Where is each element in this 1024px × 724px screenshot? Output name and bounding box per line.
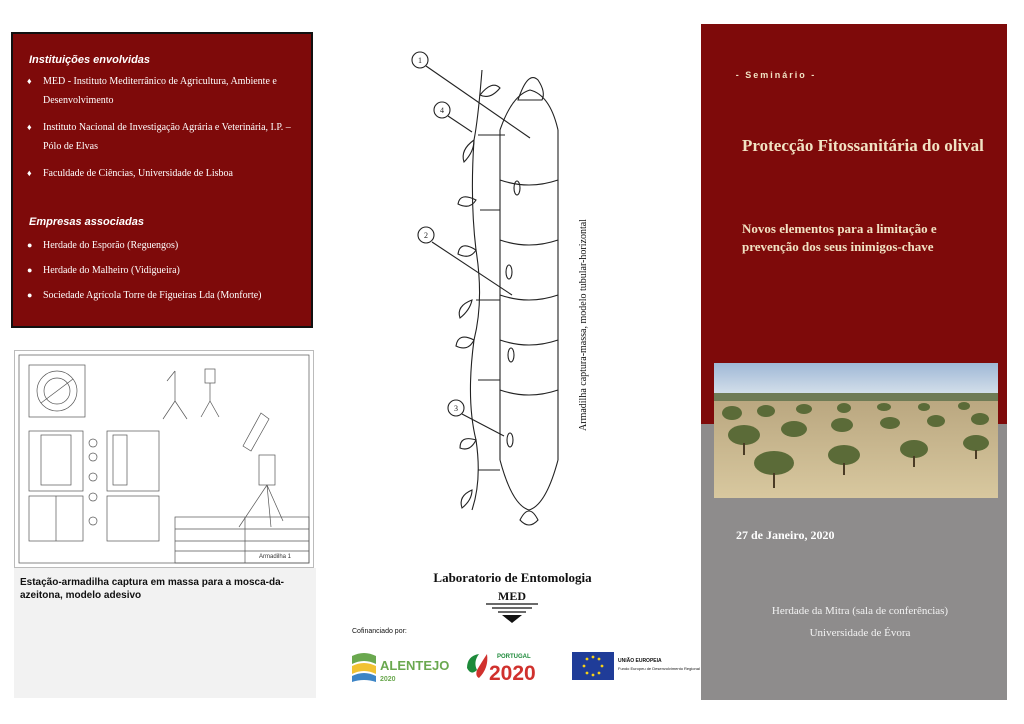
event-venue bbox=[745, 600, 975, 644]
trap-illustration bbox=[400, 40, 620, 530]
cofinanced-label: Cofinanciado por: bbox=[352, 628, 407, 635]
page-title: Protecção Fitossanitária do olival bbox=[742, 136, 984, 155]
company-name: Herdade do Malheiro (Vidigueira) bbox=[43, 265, 180, 276]
institutions-list bbox=[27, 72, 299, 191]
eu-logo bbox=[572, 652, 700, 684]
svg-text:2020: 2020 bbox=[380, 676, 396, 683]
drawing-caption: Estação-armadilha captura em massa para a mosca-da-azeitona, modelo adesivo bbox=[20, 577, 285, 601]
trap-label: Armadilha captura-massa, modelo tubular-horizontal bbox=[578, 219, 589, 431]
callout-label: 3 bbox=[454, 404, 458, 413]
company-name: Herdade do Esporão (Reguengos) bbox=[43, 240, 179, 251]
list-item bbox=[27, 236, 299, 255]
diamond-bullet-icon: ♦ bbox=[27, 168, 32, 178]
institution-name: MED - Instituto Mediterrânico de Agricultura, Ambiente e Desenvolvimento bbox=[43, 76, 277, 106]
companies-heading: Empresas associadas bbox=[29, 216, 144, 228]
svg-text:PORTUGAL: PORTUGAL bbox=[497, 654, 531, 660]
list-item bbox=[27, 286, 299, 305]
dot-bullet-icon: ● bbox=[27, 290, 33, 300]
list-item bbox=[27, 261, 299, 280]
institutions-heading: Instituições envolvidas bbox=[29, 54, 151, 66]
list-item bbox=[27, 72, 299, 110]
callout-label: 2 bbox=[424, 231, 428, 240]
event-date: 27 de Janeiro, 2020 bbox=[736, 528, 835, 542]
drawing-title: Armadilha 1 bbox=[259, 554, 292, 560]
olive-grove-photo bbox=[714, 363, 998, 498]
list-item bbox=[27, 164, 299, 183]
institution-name: Faculdade de Ciências, Universidade de Lisboa bbox=[43, 168, 233, 179]
alentejo-2020-logo bbox=[350, 650, 460, 684]
lab-title: Laboratorio de Entomologia bbox=[433, 570, 592, 585]
svg-text:UNIÃO EUROPEIA: UNIÃO EUROPEIA bbox=[618, 658, 662, 664]
svg-text:ALENTEJO: ALENTEJO bbox=[380, 658, 450, 673]
callout-label: 1 bbox=[418, 56, 422, 65]
dot-bullet-icon: ● bbox=[27, 265, 33, 275]
diamond-bullet-icon: ♦ bbox=[27, 76, 32, 86]
venue-line: Universidade de Évora bbox=[809, 627, 911, 639]
svg-text:Fundo Europeu de Desenvolvimen: Fundo Europeu de Desenvolvimento Regional bbox=[618, 666, 700, 671]
portugal-2020-logo bbox=[463, 648, 563, 684]
companies-list bbox=[27, 236, 299, 311]
svg-text:MED: MED bbox=[498, 589, 526, 603]
company-name: Sociedade Agrícola Torre de Figueiras Lda (Monforte) bbox=[43, 290, 262, 301]
caption-area bbox=[14, 568, 316, 698]
dot-bullet-icon: ● bbox=[27, 240, 33, 250]
institutions-panel bbox=[11, 32, 313, 328]
seminar-label: - Seminário - bbox=[735, 70, 817, 80]
med-logo bbox=[482, 589, 542, 623]
venue-line: Herdade da Mitra (sala de conferências) bbox=[771, 605, 949, 617]
technical-drawing bbox=[14, 350, 314, 568]
diamond-bullet-icon: ♦ bbox=[27, 122, 32, 132]
svg-text:2020: 2020 bbox=[489, 662, 536, 685]
page-subtitle: Novos elementos para a limitação e prevenção dos seus inimigos-chave bbox=[742, 221, 937, 254]
institution-name: Instituto Nacional de Investigação Agrária e Veterinária, I.P. – Pólo de Elvas bbox=[43, 122, 291, 152]
list-item bbox=[27, 118, 299, 156]
callout-label: 4 bbox=[440, 106, 444, 115]
